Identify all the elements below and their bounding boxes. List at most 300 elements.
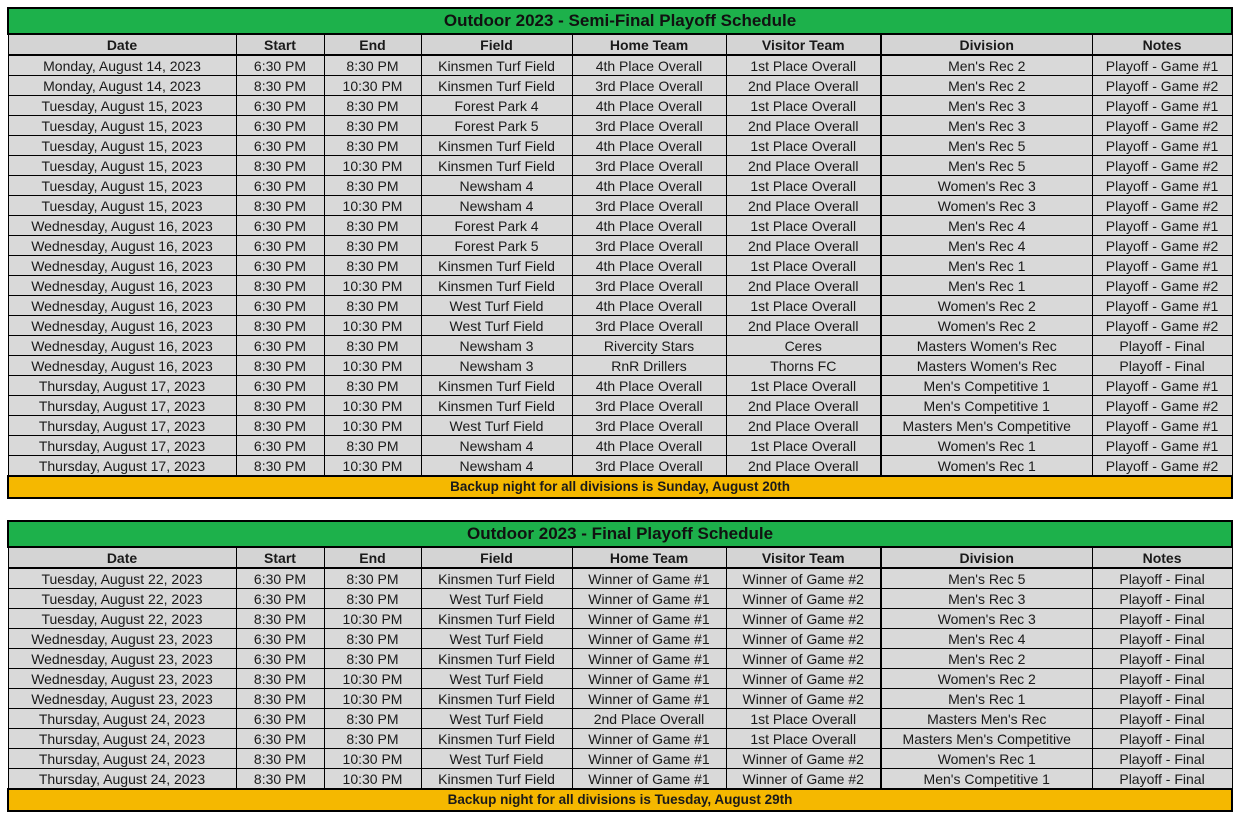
cell-end: 8:30 PM <box>324 256 421 276</box>
cell-field: Kinsmen Turf Field <box>421 136 572 156</box>
cell-visitor-team: Winner of Game #2 <box>726 669 881 689</box>
cell-date: Thursday, August 17, 2023 <box>8 416 236 436</box>
cell-notes: Playoff - Game #2 <box>1092 456 1232 477</box>
cell-visitor-team: 2nd Place Overall <box>726 76 881 96</box>
cell-visitor-team: Winner of Game #2 <box>726 609 881 629</box>
cell-notes: Playoff - Game #1 <box>1092 55 1232 76</box>
cell-home-team: 4th Place Overall <box>572 55 726 76</box>
cell-date: Tuesday, August 22, 2023 <box>8 589 236 609</box>
cell-end: 8:30 PM <box>324 96 421 116</box>
cell-date: Tuesday, August 15, 2023 <box>8 96 236 116</box>
table-row <box>8 216 1232 236</box>
cell-home-team: 3rd Place Overall <box>572 76 726 96</box>
table-row <box>8 156 1232 176</box>
cell-start: 8:30 PM <box>236 396 324 416</box>
cell-date: Wednesday, August 16, 2023 <box>8 316 236 336</box>
cell-field: Kinsmen Turf Field <box>421 256 572 276</box>
table-row <box>8 769 1232 790</box>
table-row <box>8 456 1232 477</box>
cell-date: Wednesday, August 16, 2023 <box>8 296 236 316</box>
cell-field: Kinsmen Turf Field <box>421 568 572 589</box>
cell-division: Masters Men's Competitive <box>881 416 1092 436</box>
cell-end: 8:30 PM <box>324 336 421 356</box>
cell-division: Women's Rec 1 <box>881 436 1092 456</box>
cell-date: Wednesday, August 23, 2023 <box>8 649 236 669</box>
cell-end: 8:30 PM <box>324 55 421 76</box>
cell-field: Forest Park 5 <box>421 116 572 136</box>
cell-division: Men's Rec 5 <box>881 568 1092 589</box>
cell-notes: Playoff - Game #2 <box>1092 76 1232 96</box>
table-row <box>8 356 1232 376</box>
cell-home-team: Winner of Game #1 <box>572 729 726 749</box>
cell-date: Wednesday, August 23, 2023 <box>8 689 236 709</box>
cell-date: Wednesday, August 16, 2023 <box>8 356 236 376</box>
cell-visitor-team: 2nd Place Overall <box>726 276 881 296</box>
cell-end: 8:30 PM <box>324 236 421 256</box>
cell-notes: Playoff - Game #1 <box>1092 216 1232 236</box>
table-row <box>8 568 1232 589</box>
cell-notes: Playoff - Game #1 <box>1092 296 1232 316</box>
cell-notes: Playoff - Game #1 <box>1092 176 1232 196</box>
cell-home-team: Winner of Game #1 <box>572 568 726 589</box>
cell-notes: Playoff - Final <box>1092 689 1232 709</box>
table-row <box>8 296 1232 316</box>
cell-division: Men's Rec 5 <box>881 136 1092 156</box>
cell-home-team: 4th Place Overall <box>572 136 726 156</box>
cell-division: Women's Rec 2 <box>881 669 1092 689</box>
cell-date: Wednesday, August 23, 2023 <box>8 629 236 649</box>
table-row <box>8 256 1232 276</box>
cell-field: Kinsmen Turf Field <box>421 156 572 176</box>
cell-home-team: 4th Place Overall <box>572 176 726 196</box>
cell-field: Kinsmen Turf Field <box>421 276 572 296</box>
cell-end: 10:30 PM <box>324 76 421 96</box>
cell-date: Wednesday, August 16, 2023 <box>8 276 236 296</box>
cell-notes: Playoff - Game #2 <box>1092 196 1232 216</box>
cell-notes: Playoff - Game #2 <box>1092 276 1232 296</box>
final-title: Outdoor 2023 - Final Playoff Schedule <box>8 521 1232 547</box>
cell-home-team: 3rd Place Overall <box>572 236 726 256</box>
table-row <box>8 689 1232 709</box>
cell-visitor-team: Winner of Game #2 <box>726 589 881 609</box>
column-header-visitor-team: Visitor Team <box>726 547 881 568</box>
cell-home-team: 3rd Place Overall <box>572 396 726 416</box>
cell-visitor-team: 2nd Place Overall <box>726 116 881 136</box>
cell-end: 10:30 PM <box>324 356 421 376</box>
cell-end: 8:30 PM <box>324 136 421 156</box>
cell-end: 8:30 PM <box>324 629 421 649</box>
cell-visitor-team: Winner of Game #2 <box>726 649 881 669</box>
cell-home-team: Winner of Game #1 <box>572 649 726 669</box>
cell-division: Women's Rec 1 <box>881 456 1092 477</box>
table-row <box>8 136 1232 156</box>
cell-end: 10:30 PM <box>324 396 421 416</box>
cell-notes: Playoff - Final <box>1092 609 1232 629</box>
cell-date: Thursday, August 17, 2023 <box>8 376 236 396</box>
column-header-start: Start <box>236 547 324 568</box>
cell-end: 8:30 PM <box>324 589 421 609</box>
cell-notes: Playoff - Game #1 <box>1092 96 1232 116</box>
cell-notes: Playoff - Final <box>1092 769 1232 790</box>
cell-end: 10:30 PM <box>324 316 421 336</box>
column-header-field: Field <box>421 547 572 568</box>
cell-date: Tuesday, August 15, 2023 <box>8 156 236 176</box>
cell-division: Men's Rec 4 <box>881 216 1092 236</box>
cell-field: Newsham 4 <box>421 196 572 216</box>
cell-division: Men's Rec 4 <box>881 236 1092 256</box>
cell-visitor-team: 2nd Place Overall <box>726 456 881 477</box>
cell-home-team: 3rd Place Overall <box>572 316 726 336</box>
cell-division: Women's Rec 2 <box>881 316 1092 336</box>
column-header-date: Date <box>8 547 236 568</box>
cell-notes: Playoff - Game #2 <box>1092 396 1232 416</box>
cell-end: 8:30 PM <box>324 729 421 749</box>
cell-division: Men's Rec 1 <box>881 276 1092 296</box>
table-row <box>8 729 1232 749</box>
cell-date: Thursday, August 24, 2023 <box>8 749 236 769</box>
cell-end: 10:30 PM <box>324 276 421 296</box>
column-header-division: Division <box>881 547 1092 568</box>
semi-final-title: Outdoor 2023 - Semi-Final Playoff Schedule <box>8 8 1232 34</box>
cell-visitor-team: 1st Place Overall <box>726 256 881 276</box>
cell-visitor-team: 2nd Place Overall <box>726 236 881 256</box>
cell-division: Men's Rec 2 <box>881 76 1092 96</box>
column-header-date: Date <box>8 34 236 55</box>
cell-notes: Playoff - Final <box>1092 709 1232 729</box>
table-row <box>8 396 1232 416</box>
cell-notes: Playoff - Game #1 <box>1092 416 1232 436</box>
cell-start: 8:30 PM <box>236 749 324 769</box>
final-column-headers <box>8 547 1232 568</box>
cell-home-team: 3rd Place Overall <box>572 276 726 296</box>
cell-start: 8:30 PM <box>236 316 324 336</box>
cell-field: West Turf Field <box>421 416 572 436</box>
cell-notes: Playoff - Game #1 <box>1092 136 1232 156</box>
cell-date: Thursday, August 17, 2023 <box>8 436 236 456</box>
cell-date: Tuesday, August 15, 2023 <box>8 196 236 216</box>
cell-field: Kinsmen Turf Field <box>421 649 572 669</box>
table-row <box>8 176 1232 196</box>
cell-start: 6:30 PM <box>236 436 324 456</box>
cell-start: 6:30 PM <box>236 236 324 256</box>
cell-start: 8:30 PM <box>236 456 324 477</box>
cell-start: 8:30 PM <box>236 769 324 790</box>
table-row <box>8 376 1232 396</box>
cell-field: Forest Park 5 <box>421 236 572 256</box>
cell-division: Men's Competitive 1 <box>881 396 1092 416</box>
cell-date: Thursday, August 24, 2023 <box>8 729 236 749</box>
column-header-end: End <box>324 34 421 55</box>
cell-date: Thursday, August 24, 2023 <box>8 709 236 729</box>
cell-division: Women's Rec 3 <box>881 196 1092 216</box>
cell-field: Kinsmen Turf Field <box>421 376 572 396</box>
cell-field: Kinsmen Turf Field <box>421 609 572 629</box>
cell-end: 10:30 PM <box>324 749 421 769</box>
cell-home-team: 3rd Place Overall <box>572 416 726 436</box>
cell-notes: Playoff - Final <box>1092 568 1232 589</box>
cell-date: Thursday, August 17, 2023 <box>8 456 236 477</box>
cell-home-team: Winner of Game #1 <box>572 689 726 709</box>
cell-date: Thursday, August 24, 2023 <box>8 769 236 790</box>
cell-home-team: Winner of Game #1 <box>572 589 726 609</box>
cell-field: Kinsmen Turf Field <box>421 729 572 749</box>
column-header-end: End <box>324 547 421 568</box>
cell-date: Tuesday, August 15, 2023 <box>8 136 236 156</box>
cell-date: Tuesday, August 22, 2023 <box>8 609 236 629</box>
cell-visitor-team: 2nd Place Overall <box>726 316 881 336</box>
cell-home-team: Winner of Game #1 <box>572 669 726 689</box>
column-header-home-team: Home Team <box>572 34 726 55</box>
cell-visitor-team: Winner of Game #2 <box>726 629 881 649</box>
cell-start: 8:30 PM <box>236 356 324 376</box>
cell-visitor-team: 1st Place Overall <box>726 96 881 116</box>
cell-visitor-team: 2nd Place Overall <box>726 196 881 216</box>
cell-field: West Turf Field <box>421 629 572 649</box>
cell-start: 6:30 PM <box>236 629 324 649</box>
cell-visitor-team: 1st Place Overall <box>726 176 881 196</box>
cell-end: 10:30 PM <box>324 456 421 477</box>
cell-division: Men's Rec 2 <box>881 649 1092 669</box>
cell-start: 6:30 PM <box>236 568 324 589</box>
cell-end: 8:30 PM <box>324 216 421 236</box>
cell-home-team: 2nd Place Overall <box>572 709 726 729</box>
cell-notes: Playoff - Final <box>1092 336 1232 356</box>
cell-date: Tuesday, August 15, 2023 <box>8 176 236 196</box>
cell-field: Newsham 4 <box>421 176 572 196</box>
semi-final-schedule-table <box>7 7 1233 499</box>
cell-division: Masters Women's Rec <box>881 336 1092 356</box>
cell-end: 10:30 PM <box>324 416 421 436</box>
semi-backup-note: Backup night for all divisions is Sunday, August 20th <box>8 476 1232 498</box>
cell-home-team: 3rd Place Overall <box>572 116 726 136</box>
cell-end: 8:30 PM <box>324 116 421 136</box>
column-header-division: Division <box>881 34 1092 55</box>
table-row <box>8 116 1232 136</box>
table-row <box>8 55 1232 76</box>
cell-visitor-team: Winner of Game #2 <box>726 689 881 709</box>
cell-visitor-team: 1st Place Overall <box>726 296 881 316</box>
cell-end: 10:30 PM <box>324 689 421 709</box>
final-rows <box>8 568 1232 789</box>
table-row <box>8 436 1232 456</box>
cell-visitor-team: Thorns FC <box>726 356 881 376</box>
cell-visitor-team: 2nd Place Overall <box>726 156 881 176</box>
cell-start: 8:30 PM <box>236 416 324 436</box>
cell-start: 6:30 PM <box>236 336 324 356</box>
table-row <box>8 336 1232 356</box>
cell-end: 8:30 PM <box>324 296 421 316</box>
cell-division: Women's Rec 3 <box>881 176 1092 196</box>
cell-field: Newsham 4 <box>421 456 572 477</box>
cell-notes: Playoff - Game #2 <box>1092 156 1232 176</box>
cell-division: Masters Men's Rec <box>881 709 1092 729</box>
cell-visitor-team: 1st Place Overall <box>726 729 881 749</box>
cell-field: West Turf Field <box>421 316 572 336</box>
cell-end: 10:30 PM <box>324 609 421 629</box>
cell-division: Men's Rec 4 <box>881 629 1092 649</box>
final-backup-note: Backup night for all divisions is Tuesday, August 29th <box>8 789 1232 811</box>
cell-home-team: Winner of Game #1 <box>572 749 726 769</box>
table-row <box>8 196 1232 216</box>
cell-field: West Turf Field <box>421 709 572 729</box>
table-row <box>8 649 1232 669</box>
cell-notes: Playoff - Game #1 <box>1092 376 1232 396</box>
table-row <box>8 629 1232 649</box>
cell-visitor-team: Winner of Game #2 <box>726 568 881 589</box>
cell-notes: Playoff - Game #1 <box>1092 256 1232 276</box>
cell-start: 8:30 PM <box>236 609 324 629</box>
cell-field: Forest Park 4 <box>421 96 572 116</box>
table-row <box>8 96 1232 116</box>
cell-end: 8:30 PM <box>324 709 421 729</box>
cell-division: Men's Rec 3 <box>881 116 1092 136</box>
column-header-start: Start <box>236 34 324 55</box>
cell-division: Women's Rec 1 <box>881 749 1092 769</box>
table-row <box>8 669 1232 689</box>
cell-home-team: 4th Place Overall <box>572 296 726 316</box>
cell-field: West Turf Field <box>421 296 572 316</box>
semi-column-headers <box>8 34 1232 55</box>
cell-division: Women's Rec 3 <box>881 609 1092 629</box>
cell-field: Forest Park 4 <box>421 216 572 236</box>
cell-visitor-team: 1st Place Overall <box>726 709 881 729</box>
cell-end: 10:30 PM <box>324 196 421 216</box>
cell-home-team: 4th Place Overall <box>572 256 726 276</box>
cell-date: Wednesday, August 23, 2023 <box>8 669 236 689</box>
table-row <box>8 589 1232 609</box>
table-row <box>8 276 1232 296</box>
cell-notes: Playoff - Game #1 <box>1092 436 1232 456</box>
cell-division: Men's Rec 1 <box>881 256 1092 276</box>
cell-notes: Playoff - Final <box>1092 649 1232 669</box>
cell-notes: Playoff - Final <box>1092 749 1232 769</box>
cell-visitor-team: Ceres <box>726 336 881 356</box>
table-row <box>8 709 1232 729</box>
cell-visitor-team: 1st Place Overall <box>726 436 881 456</box>
cell-start: 8:30 PM <box>236 276 324 296</box>
cell-start: 6:30 PM <box>236 256 324 276</box>
cell-end: 8:30 PM <box>324 176 421 196</box>
cell-end: 10:30 PM <box>324 156 421 176</box>
cell-end: 8:30 PM <box>324 649 421 669</box>
cell-home-team: 3rd Place Overall <box>572 156 726 176</box>
cell-home-team: RnR Drillers <box>572 356 726 376</box>
cell-date: Thursday, August 17, 2023 <box>8 396 236 416</box>
cell-home-team: Winner of Game #1 <box>572 629 726 649</box>
cell-notes: Playoff - Final <box>1092 729 1232 749</box>
cell-home-team: 4th Place Overall <box>572 376 726 396</box>
cell-field: Newsham 3 <box>421 336 572 356</box>
final-schedule-table <box>7 520 1233 812</box>
cell-start: 8:30 PM <box>236 156 324 176</box>
table-row <box>8 609 1232 629</box>
cell-date: Monday, August 14, 2023 <box>8 55 236 76</box>
cell-start: 8:30 PM <box>236 669 324 689</box>
cell-visitor-team: 1st Place Overall <box>726 55 881 76</box>
cell-division: Men's Competitive 1 <box>881 769 1092 790</box>
cell-date: Tuesday, August 22, 2023 <box>8 568 236 589</box>
cell-division: Men's Competitive 1 <box>881 376 1092 396</box>
cell-notes: Playoff - Final <box>1092 356 1232 376</box>
column-header-visitor-team: Visitor Team <box>726 34 881 55</box>
cell-notes: Playoff - Final <box>1092 669 1232 689</box>
cell-division: Masters Women's Rec <box>881 356 1092 376</box>
cell-start: 6:30 PM <box>236 589 324 609</box>
cell-start: 6:30 PM <box>236 96 324 116</box>
cell-home-team: Winner of Game #1 <box>572 769 726 790</box>
cell-date: Monday, August 14, 2023 <box>8 76 236 96</box>
cell-date: Wednesday, August 16, 2023 <box>8 236 236 256</box>
cell-visitor-team: Winner of Game #2 <box>726 769 881 790</box>
cell-field: Newsham 3 <box>421 356 572 376</box>
cell-end: 8:30 PM <box>324 436 421 456</box>
cell-end: 8:30 PM <box>324 376 421 396</box>
cell-field: West Turf Field <box>421 589 572 609</box>
cell-start: 6:30 PM <box>236 729 324 749</box>
cell-date: Wednesday, August 16, 2023 <box>8 336 236 356</box>
cell-visitor-team: 2nd Place Overall <box>726 416 881 436</box>
cell-end: 8:30 PM <box>324 568 421 589</box>
column-header-field: Field <box>421 34 572 55</box>
cell-field: Kinsmen Turf Field <box>421 689 572 709</box>
cell-start: 6:30 PM <box>236 296 324 316</box>
table-row <box>8 749 1232 769</box>
cell-home-team: 3rd Place Overall <box>572 196 726 216</box>
cell-field: Kinsmen Turf Field <box>421 396 572 416</box>
cell-start: 6:30 PM <box>236 176 324 196</box>
cell-division: Men's Rec 2 <box>881 55 1092 76</box>
cell-visitor-team: 2nd Place Overall <box>726 396 881 416</box>
cell-notes: Playoff - Game #2 <box>1092 316 1232 336</box>
cell-division: Masters Men's Competitive <box>881 729 1092 749</box>
table-row <box>8 76 1232 96</box>
cell-division: Men's Rec 1 <box>881 689 1092 709</box>
semi-rows <box>8 55 1232 476</box>
cell-division: Men's Rec 3 <box>881 589 1092 609</box>
cell-division: Women's Rec 2 <box>881 296 1092 316</box>
cell-start: 6:30 PM <box>236 216 324 236</box>
table-row <box>8 416 1232 436</box>
table-row <box>8 316 1232 336</box>
cell-home-team: Rivercity Stars <box>572 336 726 356</box>
cell-start: 8:30 PM <box>236 76 324 96</box>
cell-division: Men's Rec 3 <box>881 96 1092 116</box>
cell-division: Men's Rec 5 <box>881 156 1092 176</box>
cell-start: 6:30 PM <box>236 136 324 156</box>
cell-start: 6:30 PM <box>236 55 324 76</box>
cell-field: West Turf Field <box>421 669 572 689</box>
cell-field: West Turf Field <box>421 749 572 769</box>
cell-start: 8:30 PM <box>236 196 324 216</box>
cell-notes: Playoff - Final <box>1092 589 1232 609</box>
cell-end: 10:30 PM <box>324 669 421 689</box>
cell-field: Kinsmen Turf Field <box>421 76 572 96</box>
cell-home-team: 4th Place Overall <box>572 216 726 236</box>
cell-start: 8:30 PM <box>236 689 324 709</box>
cell-field: Kinsmen Turf Field <box>421 55 572 76</box>
cell-visitor-team: 1st Place Overall <box>726 216 881 236</box>
cell-visitor-team: 1st Place Overall <box>726 376 881 396</box>
cell-date: Wednesday, August 16, 2023 <box>8 216 236 236</box>
cell-visitor-team: 1st Place Overall <box>726 136 881 156</box>
cell-home-team: 4th Place Overall <box>572 436 726 456</box>
cell-home-team: 3rd Place Overall <box>572 456 726 477</box>
cell-home-team: Winner of Game #1 <box>572 609 726 629</box>
cell-start: 6:30 PM <box>236 116 324 136</box>
cell-visitor-team: Winner of Game #2 <box>726 749 881 769</box>
cell-end: 10:30 PM <box>324 769 421 790</box>
cell-start: 6:30 PM <box>236 376 324 396</box>
